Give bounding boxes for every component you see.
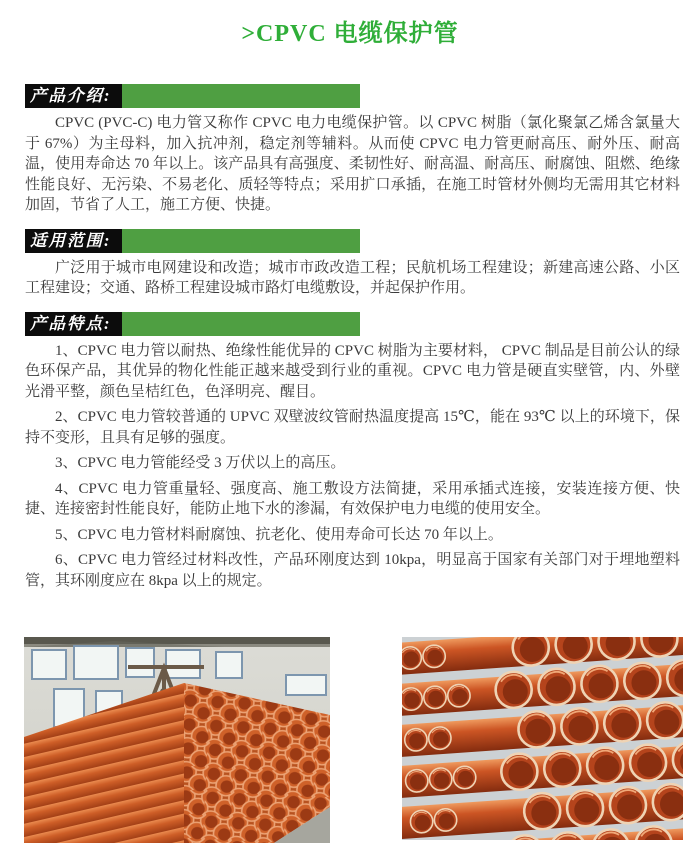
section-product-features	[25, 312, 680, 592]
application-scope-paragraph: 广泛用于城市电网建设和改造；城市市政改造工程；民航机场工程建设；新建高速公路、小区工程建设；交通、路桥工程建设城市路灯电缆敷设，并起保护作用。	[25, 259, 680, 296]
product-photos	[0, 637, 700, 843]
page-title: >CPVC 电缆保护管	[241, 21, 459, 47]
section-heading-product-intro: 产品介绍:	[25, 84, 122, 108]
feature-item-4: 4、CPVC 电力管重量轻、强度高、施工敷设方法简捷，采用承插式连接，安装连接方便、快捷、连接密封性能良好，能防止地下水的渗漏，有效保护电力电缆的使用安全。	[25, 480, 680, 517]
section-application-scope	[25, 229, 680, 299]
section-header-bar	[25, 84, 360, 108]
section-heading-application-scope: 适用范围:	[25, 229, 122, 253]
feature-item-2: 2、CPVC 电力管较普通的 UPVC 双壁波纹管耐热温度提高 15℃，能在 93℃ 以上的环境下，保持不变形，且具有足够的强度。	[25, 409, 680, 446]
feature-item-6: 6、CPVC 电力管经过材料改性，产品环刚度达到 10kpa，明显高于国家有关部门对于埋地塑料管，其环刚度应在 8kpa 以上的规定。	[25, 552, 680, 589]
section-header-bar	[25, 229, 360, 253]
feature-item-1: 1、CPVC 电力管以耐热、绝缘性能优异的 CPVC 树脂为主要材料， CPVC 制品是目前公认的绿色环保产品，其优异的物化性能正越来越受到行业的重视。CPVC 电力管是硬直实壁管，内、外壁光滑平整，颜色呈桔红色，色泽明亮、醒目。	[25, 342, 680, 400]
feature-item-3: 3、CPVC 电力管能经受 3 万伏以上的高压。	[55, 455, 346, 471]
pipe-stack-warehouse-photo	[24, 637, 330, 843]
product-intro-paragraph: CPVC (PVC-C) 电力管又称作 CPVC 电力电缆保护管。以 CPVC 树脂（氯化聚氯乙烯含氯量大于 67%）为主母料，加入抗冲剂，稳定剂等辅料。从而使 CPVC 电力管更耐高压、耐外压、耐高温，使用寿命达 70 年以上。该产品具有高强度、柔韧性好、耐高温、耐高压、耐腐蚀、阻燃、绝缘性能良好、无污染、不易老化、质轻等特点；采用扩口承插，在施工时管材外侧均无需用其它材料加固，节省了人工，施工方便、快捷。	[25, 115, 680, 213]
section-product-intro	[25, 84, 680, 216]
section-header-bar	[25, 312, 360, 336]
feature-item-5: 5、CPVC 电力管材料耐腐蚀、抗老化、使用寿命可长达 70 年以上。	[55, 526, 503, 543]
section-heading-product-features: 产品特点:	[25, 312, 122, 336]
pipe-bell-ends-closeup-photo	[402, 637, 683, 840]
